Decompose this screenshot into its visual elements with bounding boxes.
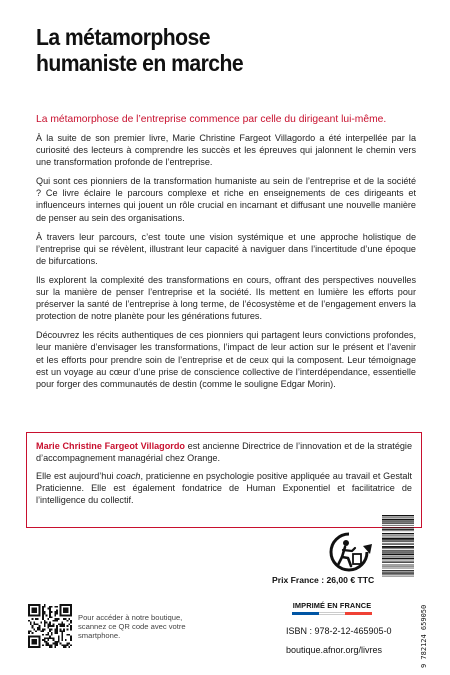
barcode-bar bbox=[382, 521, 414, 522]
paragraph: Découvrez les récits authentiques de ces pionniers qui partagent leurs convictions profondes, leur manière d’envisager les transformations, l’impact de leur action sur le présent et l’avenir et les efforts pour prendre soin de l’entreprise et de ceux qui la composent. Leur témoignage est un voyage au cœur d’une prise de conscience collective de l’interdépendance, essentielle pour forger des communautés de destin (comme le souligne Edgar Morin). bbox=[36, 330, 416, 389]
barcode-bar bbox=[382, 546, 414, 548]
author-name: Marie Christine Fargeot Villagordo bbox=[36, 441, 185, 451]
barcode-bar bbox=[382, 544, 414, 545]
author-bio-1 bbox=[36, 440, 412, 464]
barcode-bar bbox=[382, 515, 414, 516]
french-flag-icon bbox=[292, 612, 372, 615]
barcode-bar bbox=[382, 527, 414, 528]
barcode-bar bbox=[382, 525, 414, 526]
title-line-1: La métamorphose bbox=[36, 24, 210, 50]
barcode-icon bbox=[382, 515, 414, 663]
barcode-bar bbox=[382, 558, 414, 559]
barcode-bar bbox=[382, 560, 414, 561]
barcode-bar bbox=[382, 517, 414, 518]
barcode-bar bbox=[382, 562, 414, 563]
barcode-bar bbox=[382, 552, 414, 553]
barcode-bar bbox=[382, 529, 414, 530]
barcode-bar bbox=[382, 570, 414, 571]
title-line-2: humaniste en marche bbox=[36, 50, 244, 76]
author-bio-2-end: , praticienne en psychologie positive appliquée au travail et Gestalt Praticienne. Elle est également fondatrice de Human Exponentiel et facilitatrice de l’intelligence du collectif. bbox=[36, 471, 412, 505]
barcode-bar bbox=[382, 557, 414, 558]
shop-url[interactable]: boutique.afnor.org/livres bbox=[286, 645, 383, 655]
barcode-bar bbox=[382, 533, 414, 534]
barcode-bar bbox=[382, 572, 414, 573]
tagline: La métamorphose de l’entreprise commence par celle du dirigeant lui-même. bbox=[36, 114, 387, 125]
barcode-bar bbox=[382, 543, 414, 544]
printed-in-label: IMPRIMÉ EN FRANCE bbox=[292, 601, 372, 610]
barcode-bar bbox=[382, 573, 414, 574]
author-bio-1-text: est ancienne Directrice de l’innovation et de la stratégie d’accompagnement managérial chez Orange. bbox=[36, 441, 413, 463]
barcode-bar bbox=[382, 540, 414, 541]
book-title bbox=[36, 24, 275, 76]
paragraph: Ils explorent la complexité des transformations en cours, offrant des perspectives nouvelles sur la manière de penser l’entreprise et la société. Ils mettent en lumière les efforts pour préserver la santé de l’entreprise à long terme, de l’écosystème et de l’engagement envers la protection de notre planète pour les générations futures. bbox=[36, 274, 416, 322]
author-bio-2-italic: coach bbox=[116, 471, 141, 481]
barcode-bar bbox=[382, 553, 414, 555]
barcode-bar bbox=[382, 537, 414, 538]
barcode-bar bbox=[382, 535, 414, 536]
barcode-bar bbox=[382, 522, 414, 523]
barcode-digits: 9 782124 659050 bbox=[420, 604, 428, 668]
barcode-bar bbox=[382, 519, 414, 521]
barcode-bar bbox=[382, 576, 414, 577]
barcode-bar bbox=[382, 538, 414, 540]
barcode-bar bbox=[382, 548, 414, 549]
paragraph: À la suite de son premier livre, Marie Christine Fargeot Villagordo a été interpellée par la curiosité des lecteurs à comprendre les succès et les épreuves qui jalonnent le chemin vers une transformation profonde de l’entreprise. bbox=[36, 133, 416, 168]
summary-text bbox=[36, 132, 416, 397]
price: Prix France : 26,00 € TTC bbox=[272, 575, 375, 585]
printed-in-france bbox=[286, 601, 378, 615]
author-bio-box bbox=[26, 432, 422, 528]
paragraph: À travers leur parcours, c’est toute une vision systémique et une approche holistique de l’entreprise qui se révèlent, illustrant leur capacité à naviguer dans l’incertitude d’une époque de bifurcations. bbox=[36, 231, 416, 266]
barcode-bar bbox=[382, 565, 414, 566]
recycle-person-icon bbox=[326, 530, 372, 572]
isbn: ISBN : 978-2-12-465905-0 bbox=[286, 626, 392, 636]
barcode-bar bbox=[382, 568, 414, 569]
barcode-bar bbox=[382, 550, 414, 551]
barcode-bar bbox=[382, 531, 414, 532]
paragraph: Qui sont ces pionniers de la transformation humaniste au sein de l’entreprise et de la société ? Ce livre éclaire le parcours complexe et riche en enseignements de ces dirigeants et influenceurs internes qui jouent un rôle crucial en incarnant et diffusant une nouvelle manière de penser au sein des organisations. bbox=[36, 176, 416, 223]
author-bio-2 bbox=[36, 470, 412, 506]
barcode-bar bbox=[382, 566, 414, 567]
qr-code-icon[interactable] bbox=[28, 604, 72, 648]
author-bio-2-start: Elle est aujourd’hui bbox=[36, 471, 117, 481]
qr-caption: Pour accéder à notre boutique, scannez ce QR code avec votre smartphone. bbox=[78, 613, 186, 641]
